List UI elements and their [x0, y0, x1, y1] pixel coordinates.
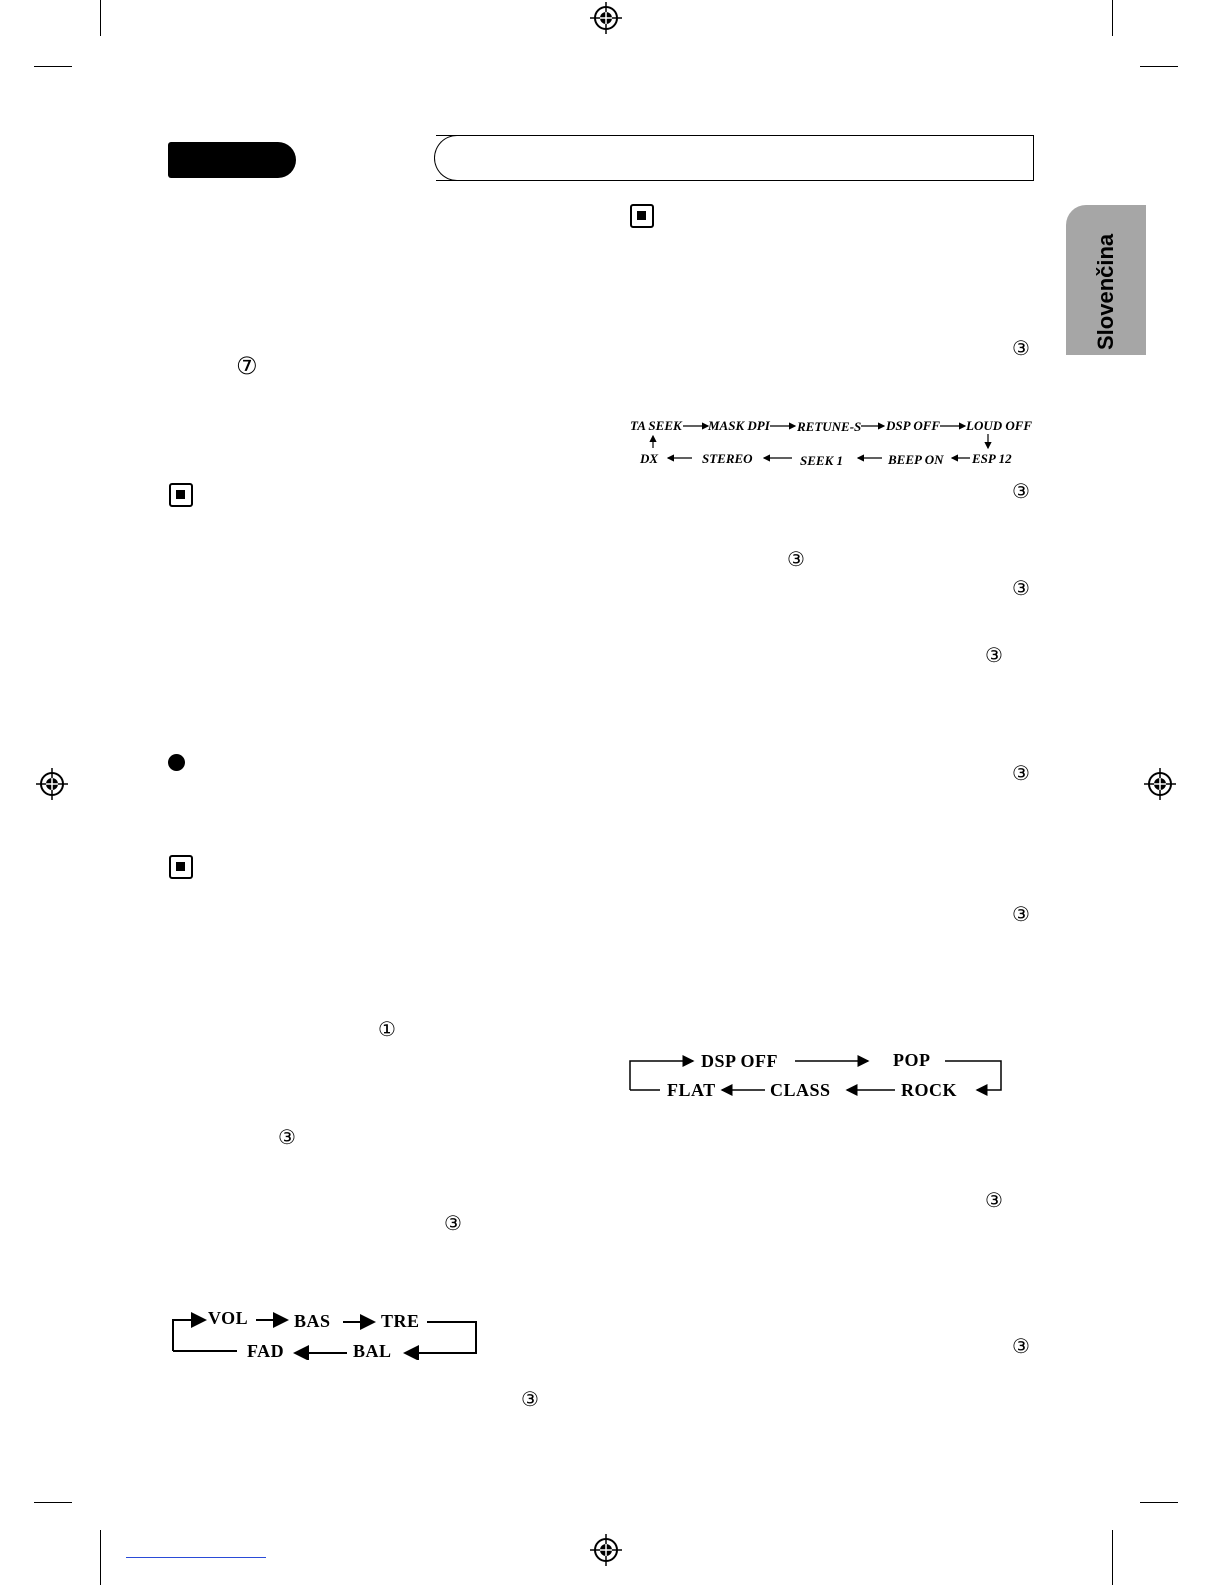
menu-item-stereo: STEREO — [702, 451, 753, 466]
audio-item-bal: BAL — [353, 1341, 392, 1361]
dsp-item-flat: FLAT — [667, 1080, 716, 1100]
registration-mark-icon — [590, 1534, 622, 1566]
bullet-number-icon — [168, 754, 185, 771]
language-tab-label: Slovenčina — [1093, 233, 1118, 350]
audio-arrows — [165, 1305, 485, 1360]
audio-item-fad: FAD — [247, 1341, 285, 1361]
registration-mark-icon — [590, 2, 622, 34]
menu-item-dsp-off: DSP OFF — [886, 418, 941, 433]
registration-mark-icon — [36, 768, 68, 800]
crop-mark — [1140, 66, 1178, 67]
registration-mark-icon — [1144, 768, 1176, 800]
dsp-item-rock: ROCK — [901, 1080, 957, 1100]
audio-item-vol: VOL — [208, 1308, 249, 1328]
circled-number-3: ③ — [787, 547, 805, 571]
circled-number-1: ① — [378, 1017, 396, 1041]
circled-number-3: ③ — [1012, 336, 1030, 360]
dsp-item-dsp-off: DSP OFF — [701, 1051, 779, 1071]
circled-number-7: ⑦ — [236, 352, 258, 380]
crop-mark — [100, 1530, 101, 1585]
dsp-item-pop: POP — [893, 1050, 931, 1070]
menu-item-seek-1: SEEK 1 — [800, 453, 843, 468]
crop-mark — [34, 1502, 72, 1503]
audio-item-bas: BAS — [294, 1311, 331, 1331]
circled-number-3: ③ — [1012, 576, 1030, 600]
audio-item-tre: TRE — [381, 1311, 420, 1331]
header-black-tab — [168, 142, 296, 178]
stop-square-icon — [169, 483, 193, 507]
circled-number-3: ③ — [1012, 1334, 1030, 1358]
stop-square-icon — [630, 204, 654, 228]
circled-number-3: ③ — [521, 1387, 539, 1411]
menu-item-retune-s: RETUNE-S — [797, 419, 862, 434]
menu-item-esp-12: ESP 12 — [972, 451, 1012, 466]
menu-item-mask-dpi: MASK DPI — [708, 418, 770, 433]
header-outline-bar-cap — [434, 135, 480, 181]
circled-number-3: ③ — [1012, 479, 1030, 503]
radio-menu-arrows — [620, 410, 1040, 470]
circled-number-3: ③ — [985, 643, 1003, 667]
circled-number-3: ③ — [278, 1125, 296, 1149]
crop-mark — [1112, 0, 1113, 36]
stop-square-icon — [169, 855, 193, 879]
crop-mark — [1140, 1502, 1178, 1503]
footer-link-underline — [126, 1557, 266, 1558]
crop-mark — [100, 0, 101, 36]
dsp-item-class: CLASS — [770, 1080, 831, 1100]
dsp-arrows — [625, 1050, 1010, 1100]
crop-mark — [34, 66, 72, 67]
circled-number-3: ③ — [1012, 761, 1030, 785]
menu-item-beep-on: BEEP ON — [888, 452, 944, 467]
circled-number-3: ③ — [1012, 902, 1030, 926]
menu-item-dx: DX — [640, 451, 659, 466]
crop-mark — [1112, 1530, 1113, 1585]
menu-item-loud-off: LOUD OFF — [966, 418, 1033, 433]
circled-number-3: ③ — [444, 1211, 462, 1235]
header-outline-bar — [436, 135, 1034, 181]
menu-item-ta-seek: TA SEEK — [630, 418, 682, 433]
circled-number-3: ③ — [985, 1188, 1003, 1212]
